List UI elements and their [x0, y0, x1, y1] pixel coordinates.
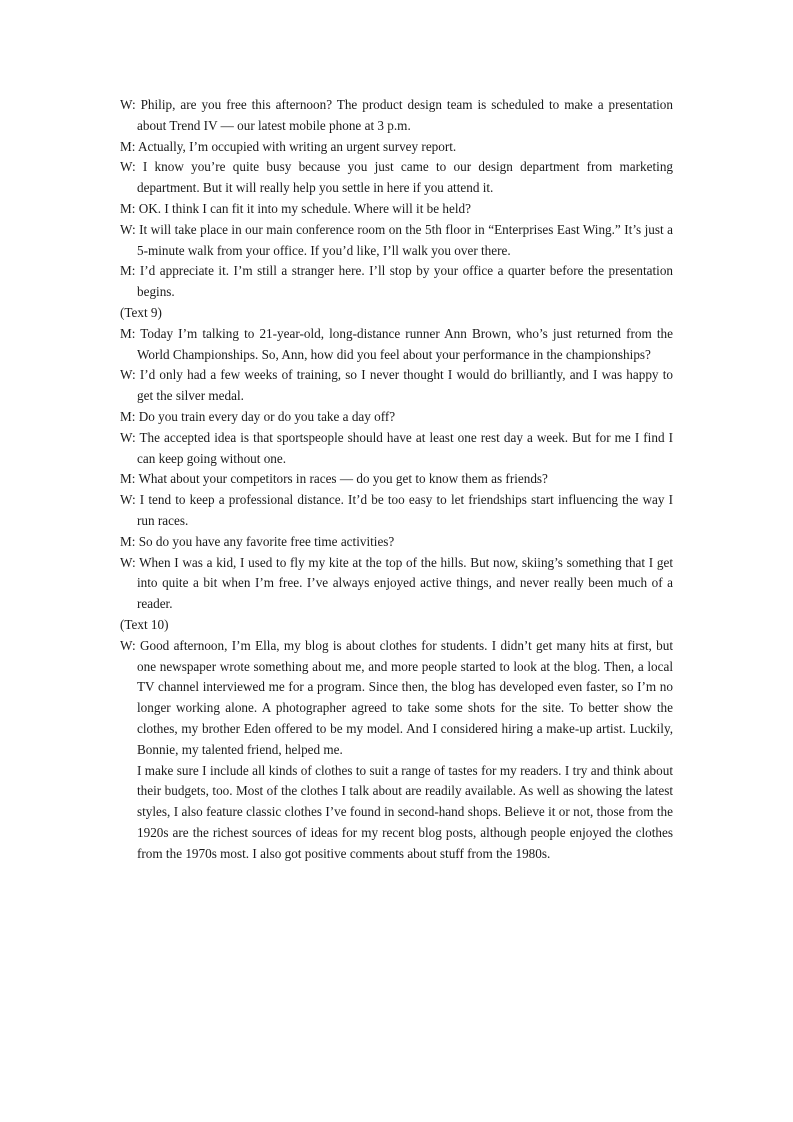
- speaker-label: M:: [120, 263, 136, 279]
- line-text: OK. I think I can fit it into my schedule. Where will it be held?: [138, 200, 471, 216]
- continuation-paragraph: I make sure I include all kinds of clothes to suit a range of tastes for my readers. I try and think about their budgets, too. Most of the clothes I talk about are readily available. As well as showing the latest styles, I also feature classic clothes I’ve found in second-hand shops. Believe it or not, those from the 1920s are the richest sources of ideas for my recent blog posts, although people enjoyed the clothes from the 1970s most. I also got positive comments about stuff from the 1980s.: [137, 762, 673, 861]
- speaker-label: M:: [120, 138, 136, 154]
- section-heading: (Text 10): [120, 616, 169, 632]
- line-text: What about your competitors in races — do you get to know them as friends?: [138, 471, 548, 487]
- line-text: I tend to keep a professional distance. It’d be too easy to let friendships start influencing the way I run races.: [137, 492, 673, 528]
- transcript-body: [120, 95, 673, 864]
- speaker-label: W:: [120, 492, 136, 508]
- dialogue-line: [120, 220, 673, 262]
- dialogue-line: [120, 490, 673, 532]
- line-text: Actually, I’m occupied with writing an urgent survey report.: [137, 138, 457, 154]
- section-heading: (Text 9): [120, 304, 162, 320]
- speaker-label: W:: [120, 637, 136, 653]
- speaker-label: W:: [120, 554, 136, 570]
- speaker-label: M:: [120, 408, 136, 424]
- dialogue-line: [120, 157, 673, 199]
- dialogue-line: [120, 95, 673, 137]
- speaker-label: W:: [120, 429, 136, 445]
- line-text: Philip, are you free this afternoon? The product design team is scheduled to make a presentation about Trend IV — our latest mobile phone at 3 p.m.: [137, 97, 673, 133]
- speaker-label: M:: [120, 471, 136, 487]
- dialogue-line: [120, 469, 673, 490]
- line-text: I’d appreciate it. I’m still a stranger here. I’ll stop by your office a quarter before the presentation begins.: [137, 263, 674, 300]
- line-text: Good afternoon, I’m Ella, my blog is about clothes for students. I didn’t get many hits at first, but one newspaper wrote something about me, and more people started to look at the blog. Then, a local TV channel interviewed me for a program. Since then, the blog has developed even faster, so I’m no longer working alone. A photographer agreed to take some shots for the site. To better show the clothes, my brother Eden offered to be my model. And I considered hiring a make-up artist. Luckily, Bonnie, my talented friend, helped me.: [137, 637, 674, 757]
- dialogue-line: [120, 553, 673, 615]
- dialogue-line: [120, 324, 673, 366]
- line-text: I know you’re quite busy because you just came to our design department from marketing department. But it will really help you settle in here if you attend it.: [137, 159, 674, 196]
- dialogue-line: [120, 199, 673, 220]
- dialogue-line: [120, 137, 673, 158]
- line-text: The accepted idea is that sportspeople should have at least one rest day a week. But for me I find I can keep going without one.: [137, 429, 673, 466]
- dialogue-line: [120, 428, 673, 470]
- speaker-label: W:: [120, 97, 136, 112]
- line-text: So do you have any favorite free time activities?: [138, 533, 395, 549]
- speaker-label: M:: [120, 325, 136, 341]
- line-text: Today I’m talking to 21-year-old, long-distance runner Ann Brown, who’s just returned from the World Championships. So, Ann, how did you feel about your performance in the championships?: [137, 325, 673, 362]
- line-text: When I was a kid, I used to fly my kite at the top of the hills. But now, skiing’s something that I get into quite a bit when I’m free. I’ve always enjoyed active things, and never really been much of a reader.: [137, 554, 674, 612]
- dialogue-line: [120, 532, 673, 553]
- dialogue-line: [120, 407, 673, 428]
- speaker-label: M:: [120, 200, 136, 216]
- speaker-label: M:: [120, 533, 136, 549]
- speaker-label: W:: [120, 159, 136, 175]
- dialogue-line: [120, 261, 673, 303]
- dialogue-line: [120, 365, 673, 407]
- line-text: I’d only had a few weeks of training, so I never thought I would do brilliantly, and I was happy to get the silver medal.: [137, 367, 673, 404]
- speaker-label: W:: [120, 221, 136, 237]
- dialogue-line: [120, 636, 673, 761]
- line-text: It will take place in our main conference room on the 5th floor in “Enterprises East Wing.” It’s just a 5-minute walk from your office. If you’d like, I’ll walk you over there.: [137, 221, 674, 258]
- line-text: Do you train every day or do you take a day off?: [138, 408, 396, 424]
- speaker-label: W:: [120, 367, 136, 383]
